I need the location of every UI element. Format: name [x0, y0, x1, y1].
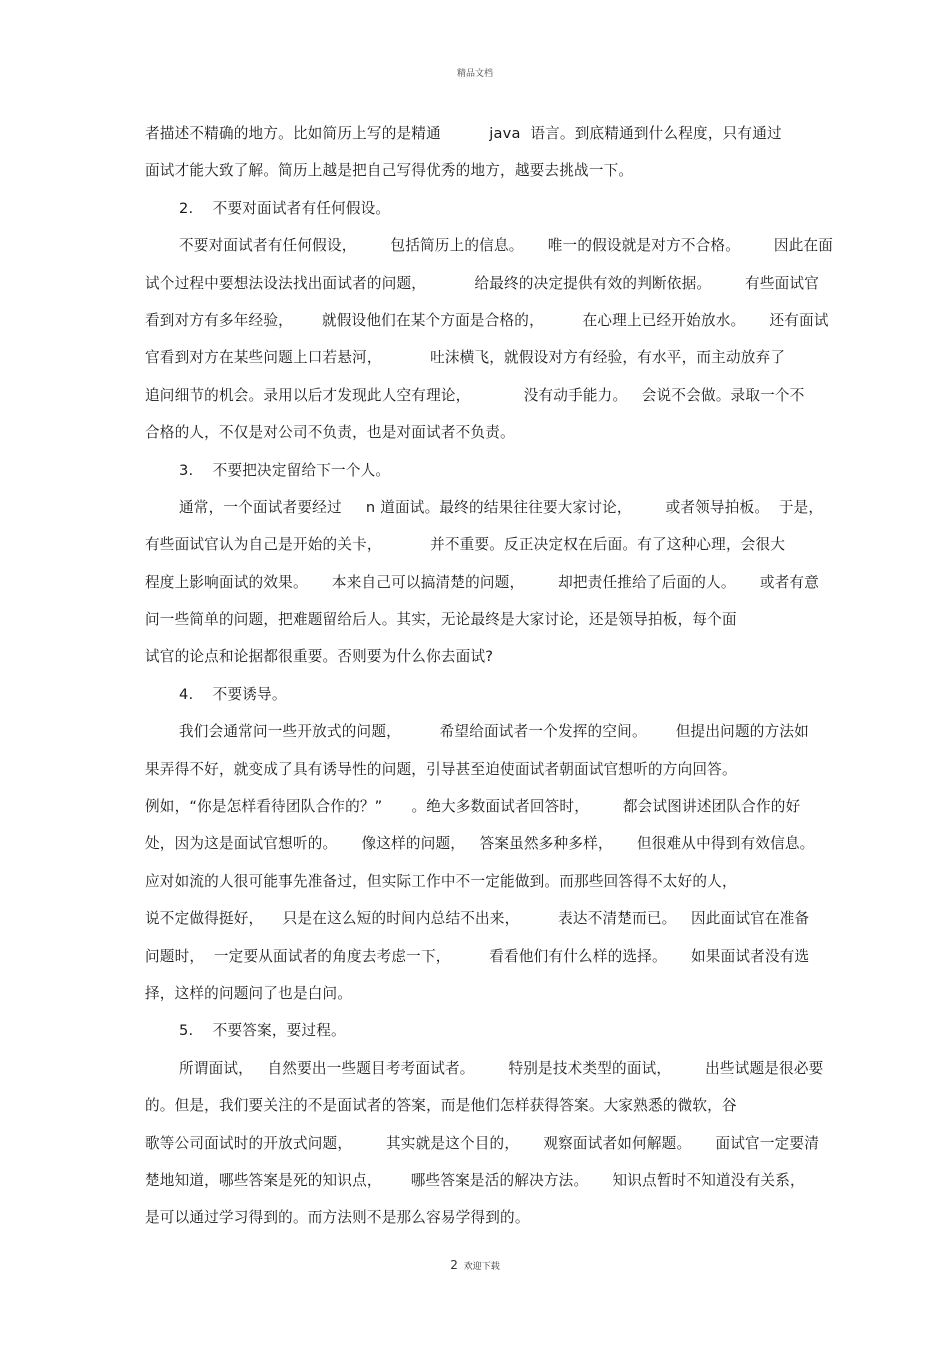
text-line: 追问细节的机会。录用以后才发现此人空有理论， 没有动手能力。 会说不会做。录取一个不	[145, 386, 805, 404]
text-line: 2. 不要对面试者有任何假设。	[179, 199, 391, 217]
text-line: 例如，“你是怎样看待团队合作的？” 。绝大多数面试者回答时， 都会试图讲述团队合作的好	[145, 798, 801, 816]
text-line: 3. 不要把决定留给下一个人。	[179, 461, 391, 479]
text-line: 合格的人，不仅是对公司不负责，也是对面试者不负责。	[145, 424, 515, 442]
text-line: 通常，一个面试者要经过 n 道面试。最终的结果往往要大家讨论， 或者领导拍板。 于是，	[179, 498, 824, 516]
text-line: 楚地知道，哪些答案是死的知识点， 哪些答案是活的解决方法。 知识点暂时不知道没有关系，	[145, 1171, 805, 1189]
text-line: 程度上影响面试的效果。 本来自己可以搞清楚的问题， 却把责任推给了后面的人。 或者有意	[145, 573, 820, 591]
text-line: 歌等公司面试时的开放式问题， 其实就是这个目的， 观察面试者如何解题。 面试官一定要清	[145, 1134, 820, 1152]
text-line: 应对如流的人很可能事先准备过，但实际工作中不一定能做到。而那些回答得不太好的人，	[145, 872, 737, 890]
text-line: 试个过程中要想法设法找出面试者的问题， 给最终的决定提供有效的判断依据。 有些面试官	[145, 274, 820, 292]
text-line: 有些面试官认为自己是开始的关卡， 并不重要。反正决定权在后面。有了这种心理，会很大	[145, 536, 786, 554]
text-line: 5. 不要答案，要过程。	[179, 1022, 346, 1040]
text-line: 说不定做得挺好， 只是在这么短的时间内总结不出来， 表达不清楚而已。 因此面试官在准备	[145, 910, 810, 928]
text-line: 的。但是，我们要关注的不是面试者的答案，而是他们怎样获得答案。大家熟悉的微软，谷	[145, 1097, 737, 1115]
text-line: 问一些简单的问题，把难题留给后人。其实，无论最终是大家讨论，还是领导拍板，每个面	[145, 611, 737, 629]
text-line: 择，这样的问题问了也是白问。	[145, 984, 353, 1002]
text-line: 问题时， 一定要从面试者的角度去考虑一下， 看看他们有什么样的选择。 如果面试者没有选	[145, 947, 810, 965]
text-line: 所谓面试， 自然要出一些题目考考面试者。 特别是技术类型的面试， 出些试题是很必要	[179, 1059, 824, 1077]
text-line: 面试才能大致了解。简历上越是把自己写得优秀的地方，越要去挑战一下。	[145, 162, 634, 180]
text-line: 4. 不要诱导。	[179, 685, 287, 703]
text-line: 者描述不精确的地方。比如简历上写的是精通 java 语言。到底精通到什么程度，只有通过	[145, 125, 782, 142]
text-line: 看到对方有多年经验， 就假设他们在某个方面是合格的， 在心理上已经开始放水。 还有面试	[145, 311, 829, 329]
text-line: 处，因为这是面试官想听的。 像这样的问题， 答案虽然多种多样， 但很难从中得到有效信息。	[145, 835, 815, 853]
text-line: 官看到对方在某些问题上口若悬河， 吐沫横飞，就假设对方有经验，有水平，而主动放弃了	[145, 349, 786, 367]
text-line: 我们会通常问一些开放式的问题， 希望给面试者一个发挥的空间。 但提出问题的方法如	[179, 723, 809, 741]
page-header: 精品文档	[456, 69, 493, 79]
text-line: 是可以通过学习得到的。而方法则不是那么容易学得到的。	[145, 1209, 530, 1227]
page-footer	[0, 1258, 950, 1272]
text-line: 果弄得不好，就变成了具有诱导性的问题，引导甚至迫使面试者朝面试官想听的方向回答。	[145, 760, 737, 778]
text-line: 试官的论点和论据都很重要。否则要为什么你去面试?	[145, 648, 494, 666]
document-body	[145, 122, 834, 1244]
text-line: 不要对面试者有任何假设， 包括简历上的信息。 唯一的假设就是对方不合格。 因此在面	[179, 237, 834, 255]
page-number: 2	[450, 1258, 458, 1272]
footer-text: 欢迎下载	[463, 1262, 500, 1272]
